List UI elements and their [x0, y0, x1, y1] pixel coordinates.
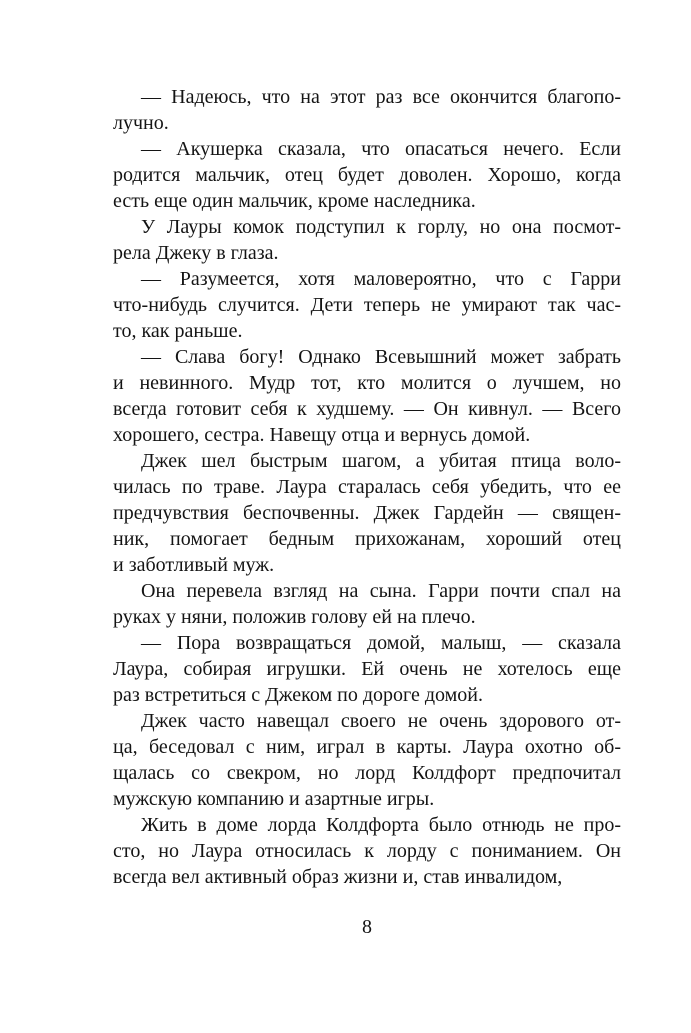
text-line: мужскую компанию и азартные игры. [113, 788, 435, 810]
text-line: лучно. [113, 112, 169, 134]
text-line: что-нибудь случится. Дети теперь не умирают так час- [113, 294, 621, 316]
text-line: У Лауры комок подступил к горлу, но она посмот- [141, 216, 621, 238]
text-line: чилась по траве. Лаура старалась себя убедить, что ее [113, 476, 621, 498]
paragraph [113, 136, 621, 214]
page-number: 8 [362, 916, 372, 938]
paragraph [113, 266, 621, 344]
text-block [113, 84, 621, 890]
paragraph [113, 448, 621, 578]
text-line: ца, беседовал с ним, играл в карты. Лаура охотно об- [113, 736, 621, 758]
text-line: всегда вел активный образ жизни и, став инвалидом, [113, 866, 563, 888]
text-line: Лаура, собирая игрушки. Ей очень не хотелось еще [113, 658, 621, 680]
text-line: раз встретиться с Джеком по дороге домой. [113, 684, 483, 706]
text-line: то, как раньше. [113, 320, 243, 342]
text-line: — Пора возвращаться домой, малыш, — сказала [141, 632, 621, 654]
paragraph [113, 708, 621, 812]
text-line: — Надеюсь, что на этот раз все окончится благопо- [141, 86, 621, 108]
text-line: рела Джеку в глаза. [113, 242, 279, 264]
text-line: Жить в доме лорда Колдфорта было отнюдь не про- [141, 814, 621, 836]
text-line: — Акушерка сказала, что опасаться нечего. Если [141, 138, 621, 160]
text-line: ник, помогает бедным прихожанам, хороший отец [113, 528, 621, 550]
paragraph [113, 578, 621, 630]
paragraph [113, 344, 621, 448]
text-line: предчувствия беспочвенны. Джек Гардейн — священ- [113, 502, 621, 524]
text-line: есть еще один мальчик, кроме наследника. [113, 190, 476, 212]
text-line: Она перевела взгляд на сына. Гарри почти спал на [141, 580, 621, 602]
text-line: и невинного. Мудр тот, кто молится о лучшем, но [113, 372, 621, 394]
text-line: — Слава богу! Однако Всевышний может забрать [141, 346, 621, 368]
text-line: Джек шел быстрым шагом, а убитая птица воло- [141, 450, 621, 472]
text-line: и заботливый муж. [113, 554, 275, 576]
text-line: всегда готовит себя к худшему. — Он кивнул. — Всего [113, 398, 621, 420]
text-line: Джек часто навещал своего не очень здорового от- [141, 710, 621, 732]
text-line: — Разумеется, хотя маловероятно, что с Гарри [141, 268, 621, 290]
text-line: сто, но Лаура относилась к лорду с пониманием. Он [113, 840, 621, 862]
text-line: щалась со свекром, но лорд Колдфорт предпочитал [113, 762, 621, 784]
text-line: руках у няни, положив голову ей на плечо. [113, 606, 476, 628]
paragraph [113, 630, 621, 708]
text-line: родится мальчик, отец будет доволен. Хорошо, когда [113, 164, 621, 186]
paragraph [113, 214, 621, 266]
paragraph [113, 812, 621, 890]
paragraph [113, 84, 621, 136]
text-line: хорошего, сестра. Навещу отца и вернусь домой. [113, 424, 531, 446]
